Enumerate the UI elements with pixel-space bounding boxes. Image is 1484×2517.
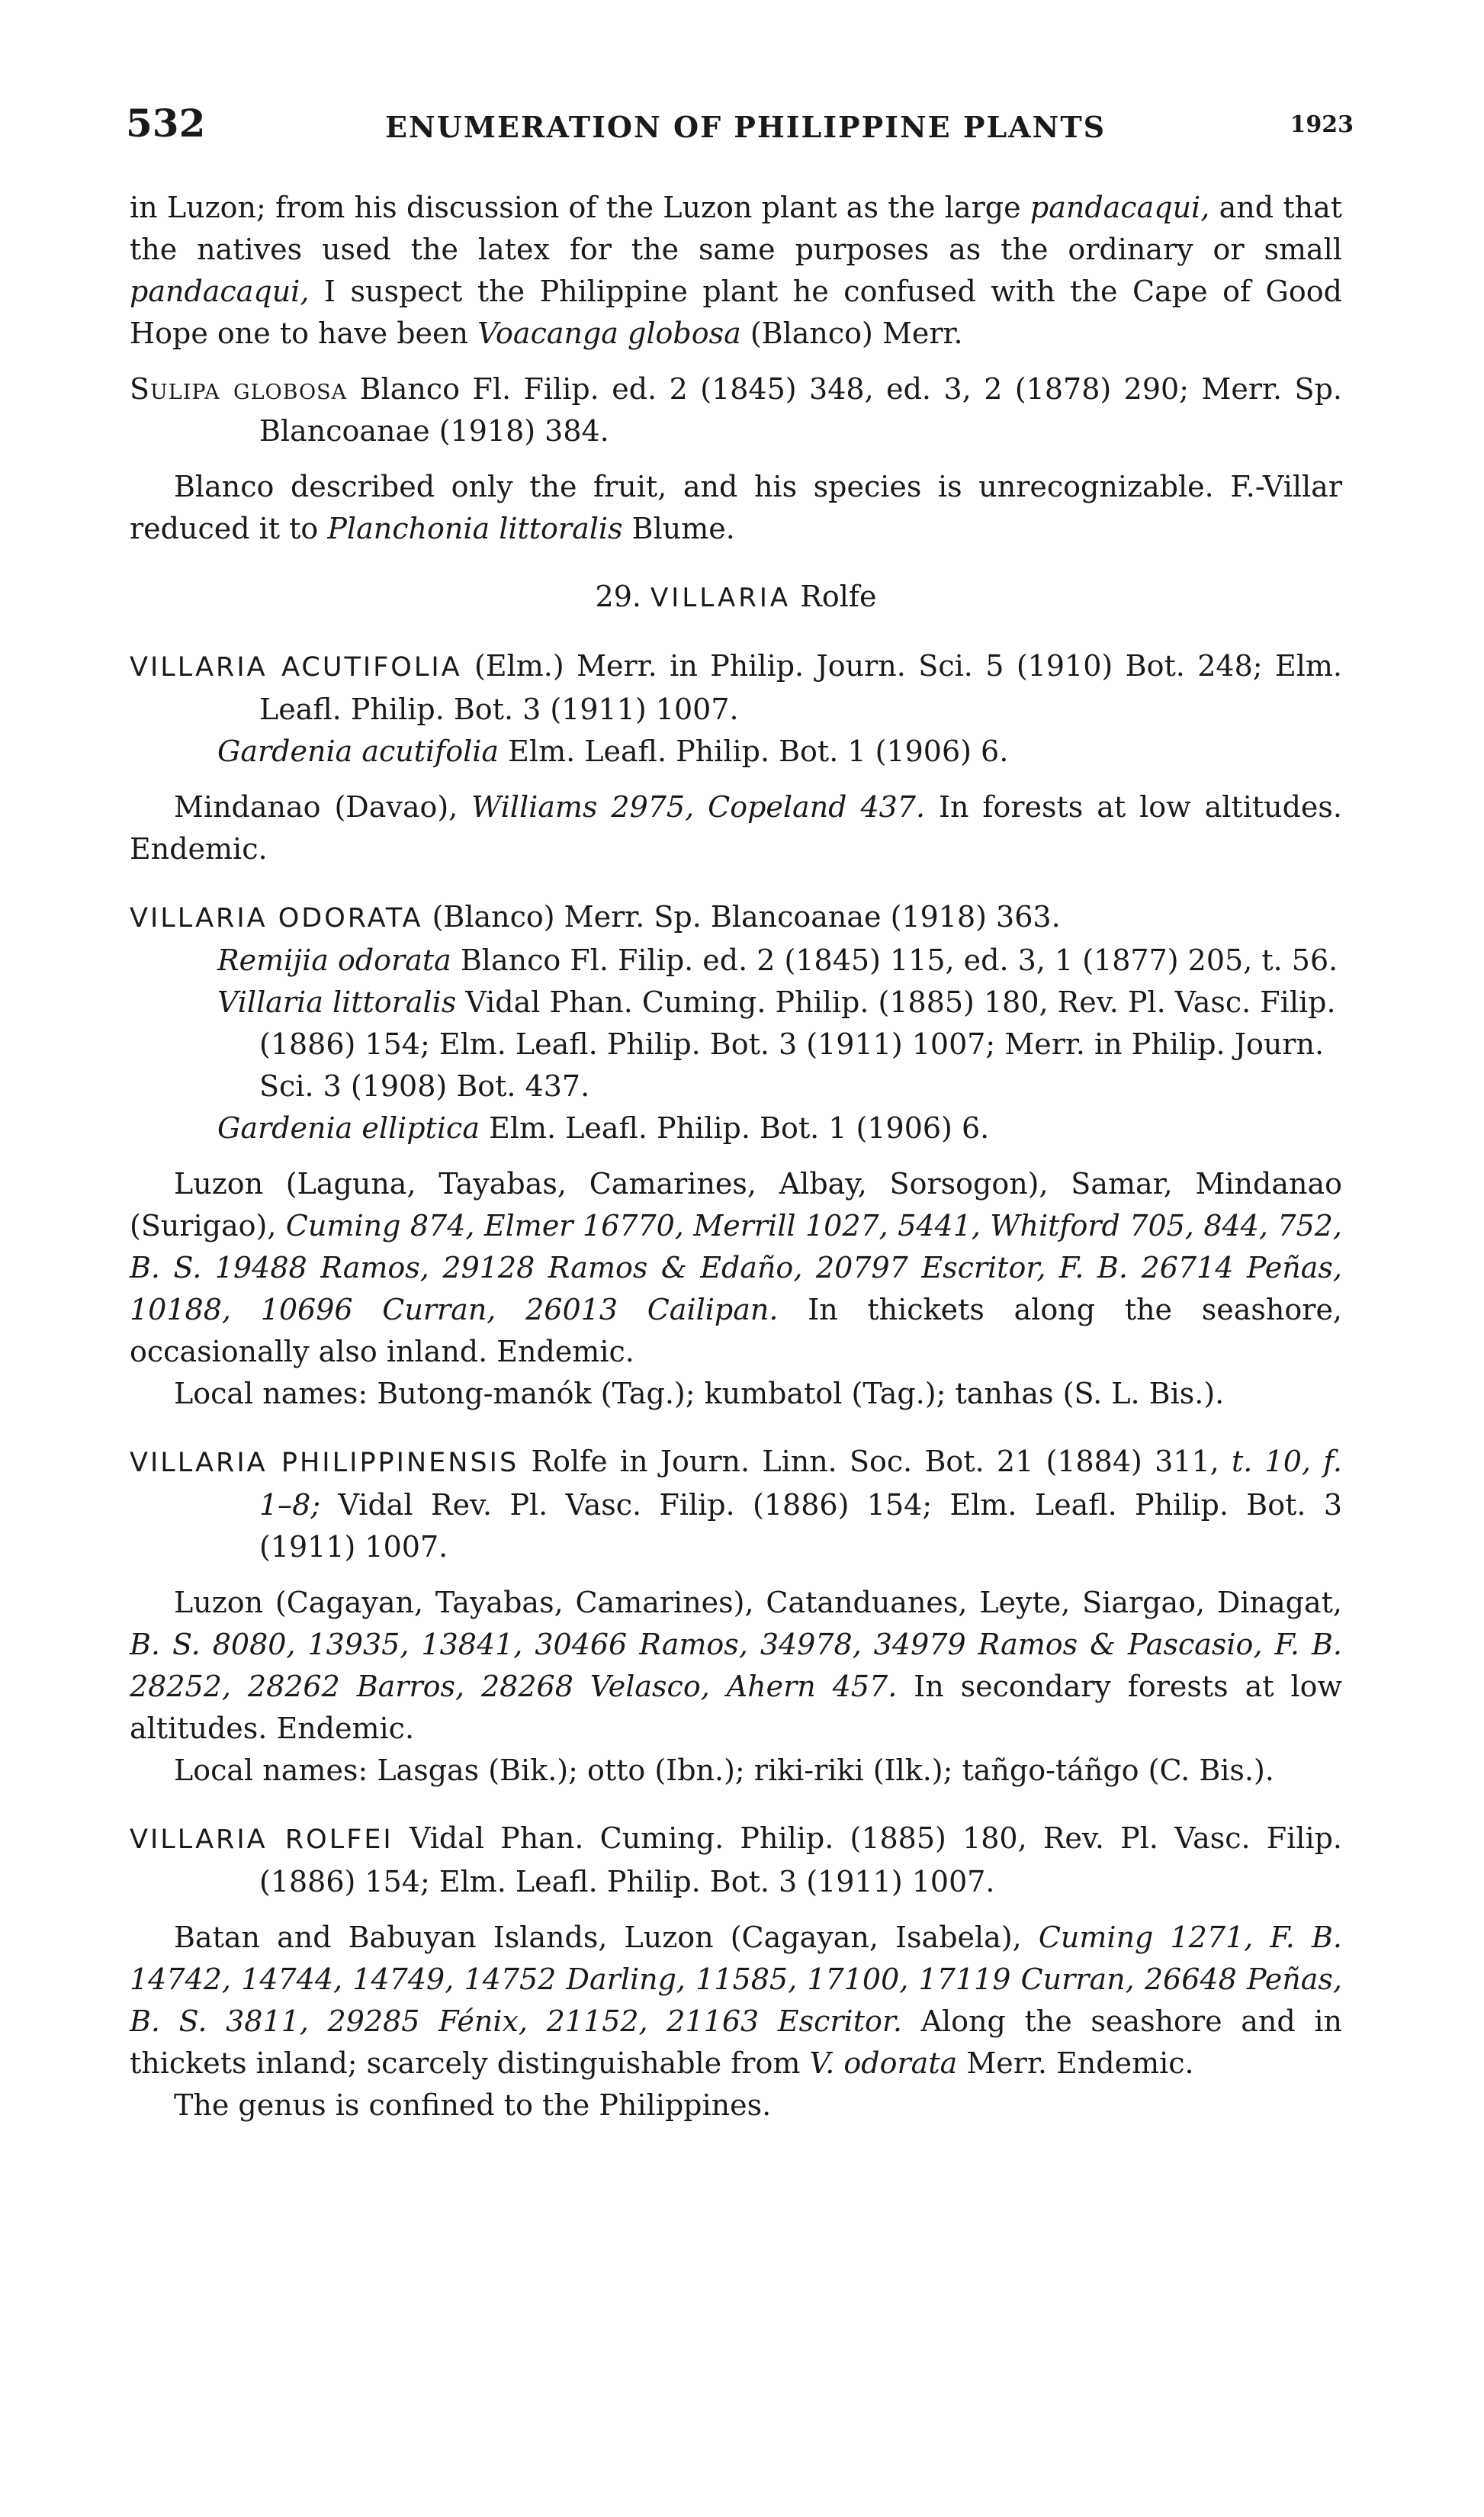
species-philippinensis: VILLARIA PHILIPPINENSIS Rolfe in Journ. Linn. Soc. Bot. 21 (1884) 311, t. 10, f. 1–8; Vidal Rev. Pl. Vasc. Filip. (1886) 154; Elm. Leafl. Philip. Bot. 3 (1911) 1007. — [130, 1445, 1343, 1564]
local-names: Local names: Lasgas (Bik.); otto (Ibn.); riki-riki (Ilk.); tañgo-táñgo (C. Bis.). — [174, 1754, 1274, 1787]
synonym-entry: Remijia odorata Blanco Fl. Filip. ed. 2 (1845) 115, ed. 3, 1 (1877) 205, t. 56. — [217, 943, 1338, 977]
page-header — [126, 101, 1354, 162]
synonym-entry: Gardenia acutifolia Elm. Leafl. Philip. Bot. 1 (1906) 6. — [217, 735, 1009, 768]
page-body — [130, 187, 1342, 2126]
local-names: Local names: Butong-manók (Tag.); kumbatol (Tag.); tanhas (S. L. Bis.). — [174, 1377, 1225, 1410]
closing-note: The genus is confined to the Philippines. — [174, 2088, 772, 2122]
synonym-entry: Villaria littoralis Vidal Phan. Cuming. Philip. (1885) 180, Rev. Pl. Vasc. Filip. (1886) 154; Elm. Leafl. Philip. Bot. 3 (1911) 1007; Merr. in Philip. Journ. Sci. 3 (1908) Bot. 437. — [217, 985, 1336, 1103]
sulipa-note: Blanco described only the fruit, and his species is unrecognizable. F.-Villar reduced it to Planchonia littoralis Blume. — [130, 470, 1342, 545]
species-acutifolia: VILLARIA ACUTIFOLIA (Elm.) Merr. in Philip. Journ. Sci. 5 (1910) Bot. 248; Elm. Leafl. Philip. Bot. 3 (1911) 1007. — [130, 649, 1342, 726]
header-year: 1923 — [1290, 111, 1354, 138]
distribution-paragraph: Luzon (Laguna, Tayabas, Camarines, Albay, Sorsogon), Samar, Mindanao (Surigao), Cuming 874, Elmer 16770, Merrill 1027, 5441, Whitford 705, 844, 752, B. S. 19488 Ramos, 29128 Ramos & Edaño, 20797 Escritor, F. B. 26714 Peñas, 10188, 10696 Curran, 26013 Cailipan. In thickets along the seashore, occasionally also inland. Endemic. — [130, 1167, 1343, 1368]
running-title: ENUMERATION OF PHILIPPINE PLANTS — [385, 110, 1107, 144]
distribution-paragraph: Batan and Babuyan Islands, Luzon (Cagayan, Isabela), Cuming 1271, F. B. 14742, 14744, 14749, 14752 Darling, 11585, 17100, 17119 Curran, 26648 Peñas, B. S. 3811, 29285 Fénix, 21152, 21163 Escritor. Along the seashore and in thickets inland; scarcely distinguishable from V. odorata Merr. Endemic. — [130, 1921, 1342, 2080]
sulipa-entry: Sulipa globosa Blanco Fl. Filip. ed. 2 (1845) 348, ed. 3, 2 (1878) 290; Merr. Sp. Blancoanae (1918) 384. — [130, 372, 1342, 448]
page-number: 532 — [126, 101, 206, 146]
distribution-paragraph: Luzon (Cagayan, Tayabas, Camarines), Catanduanes, Leyte, Siargao, Dinagat, B. S. 8080, 13935, 13841, 30466 Ramos, 34978, 34979 Ramos & Pascasio, F. B. 28252, 28262 Barros, 28268 Velasco, Ahern 457. In secondary forests at low altitudes. Endemic. — [130, 1586, 1342, 1745]
synonym-entry: Gardenia elliptica Elm. Leafl. Philip. Bot. 1 (1906) 6. — [217, 1111, 990, 1145]
distribution-paragraph: Mindanao (Davao), Williams 2975, Copeland 437. In forests at low altitudes. Endemic. — [130, 790, 1342, 866]
genus-heading: 29. VILLARIA Rolfe — [595, 580, 877, 613]
species-odorata: VILLARIA ODORATA (Blanco) Merr. Sp. Blancoanae (1918) 363. — [130, 900, 1061, 934]
species-rolfei: VILLARIA ROLFEI Vidal Phan. Cuming. Philip. (1885) 180, Rev. Pl. Vasc. Filip. (1886) 154; Elm. Leafl. Philip. Bot. 3 (1911) 1007. — [130, 1821, 1343, 1898]
continuation-paragraph: in Luzon; from his discussion of the Luzon plant as the large pandacaqui, and that the natives used the latex for the same purposes as the ordinary or small pandacaqui, I suspect the Philippine plant he confused with the Cape of Good Hope one to have been Voacanga globosa (Blanco) Merr. — [130, 191, 1342, 350]
